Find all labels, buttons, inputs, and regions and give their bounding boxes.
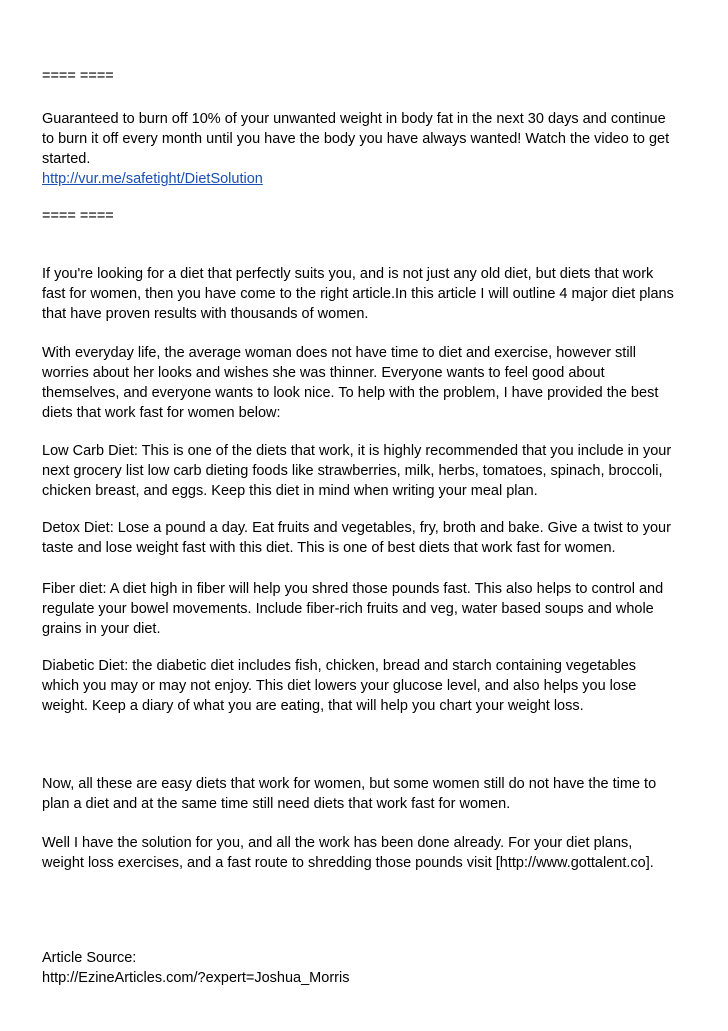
- paragraph-line: weight. Keep a diary of what you are eating, that will help you chart your weight loss.: [42, 698, 584, 714]
- paragraph-line: regulate your bowel movements. Include fiber-rich fruits and veg, water based soups and whole: [42, 601, 654, 617]
- article-source: [42, 948, 688, 988]
- paragraph-line: If you're looking for a diet that perfectly suits you, and is not just any old diet, but diets that work: [42, 266, 654, 282]
- promo-text: [42, 109, 688, 189]
- source-url: http://EzineArticles.com/?expert=Joshua_Morris: [42, 970, 350, 986]
- paragraph-line: chicken breast, and eggs. Keep this diet in mind when writing your meal plan.: [42, 483, 538, 499]
- paragraph-line: weight loss exercises, and a fast route to shredding those pounds visit [http://www.gottalent.co].: [42, 855, 654, 871]
- paragraph-line: Well I have the solution for you, and all the work has been done already. For your diet plans,: [42, 835, 633, 851]
- paragraph-line: Diabetic Diet: the diabetic diet includes fish, chicken, bread and starch containing vegetables: [42, 658, 637, 674]
- paragraph-line: With everyday life, the average woman does not have time to diet and exercise, however still: [42, 345, 636, 361]
- paragraph-line: themselves, and everyone wants to look nice. To help with the problem, I have provided the best: [42, 385, 659, 401]
- promo-link[interactable]: http://vur.me/safetight/DietSolution: [42, 171, 263, 187]
- paragraph-line: that have proven results with thousands of women.: [42, 306, 369, 322]
- paragraph-diabetic: [42, 656, 688, 716]
- promo-line: started.: [42, 151, 91, 167]
- separator-bottom: ==== ====: [42, 208, 114, 224]
- paragraph-line: Now, all these are easy diets that work for women, but some women still do not have the time to: [42, 776, 657, 792]
- paragraph-low-carb: [42, 441, 688, 501]
- paragraph-everyday-life: [42, 343, 688, 423]
- paragraph-line: worries about her looks and wishes she was thinner. Everyone wants to feel good about: [42, 365, 605, 381]
- paragraph-line: which you may or may not enjoy. This diet lowers your glucose level, and also helps you lose: [42, 678, 637, 694]
- separator-top: ==== ====: [42, 68, 114, 84]
- document-page: [42, 0, 688, 1031]
- paragraph-intro: [42, 264, 688, 324]
- paragraph-detox: [42, 518, 688, 558]
- promo-line: to burn it off every month until you have the body you have always wanted! Watch the video to get: [42, 131, 670, 147]
- paragraph-line: grains in your diet.: [42, 621, 161, 637]
- paragraph-line: diets that work fast for women below:: [42, 405, 281, 421]
- paragraph-solution: [42, 833, 688, 873]
- paragraph-line: Detox Diet: Lose a pound a day. Eat fruits and vegetables, fry, broth and bake. Give a twist to your: [42, 520, 671, 536]
- source-label: Article Source:: [42, 950, 137, 966]
- paragraph-fiber: [42, 579, 688, 639]
- paragraph-summary: [42, 774, 688, 814]
- promo-line: Guaranteed to burn off 10% of your unwanted weight in body fat in the next 30 days and continue: [42, 111, 666, 127]
- paragraph-line: Fiber diet: A diet high in fiber will help you shred those pounds fast. This also helps to control and: [42, 581, 664, 597]
- paragraph-line: fast for women, then you have come to the right article.In this article I will outline 4 major diet plans: [42, 286, 674, 302]
- paragraph-line: plan a diet and at the same time still need diets that work fast for women.: [42, 796, 511, 812]
- paragraph-line: Low Carb Diet: This is one of the diets that work, it is highly recommended that you include in your: [42, 443, 672, 459]
- paragraph-line: taste and lose weight fast with this diet. This is one of best diets that work fast for women.: [42, 540, 616, 556]
- paragraph-line: next grocery list low carb dieting foods like strawberries, milk, herbs, tomatoes, spinach, broccoli,: [42, 463, 663, 479]
